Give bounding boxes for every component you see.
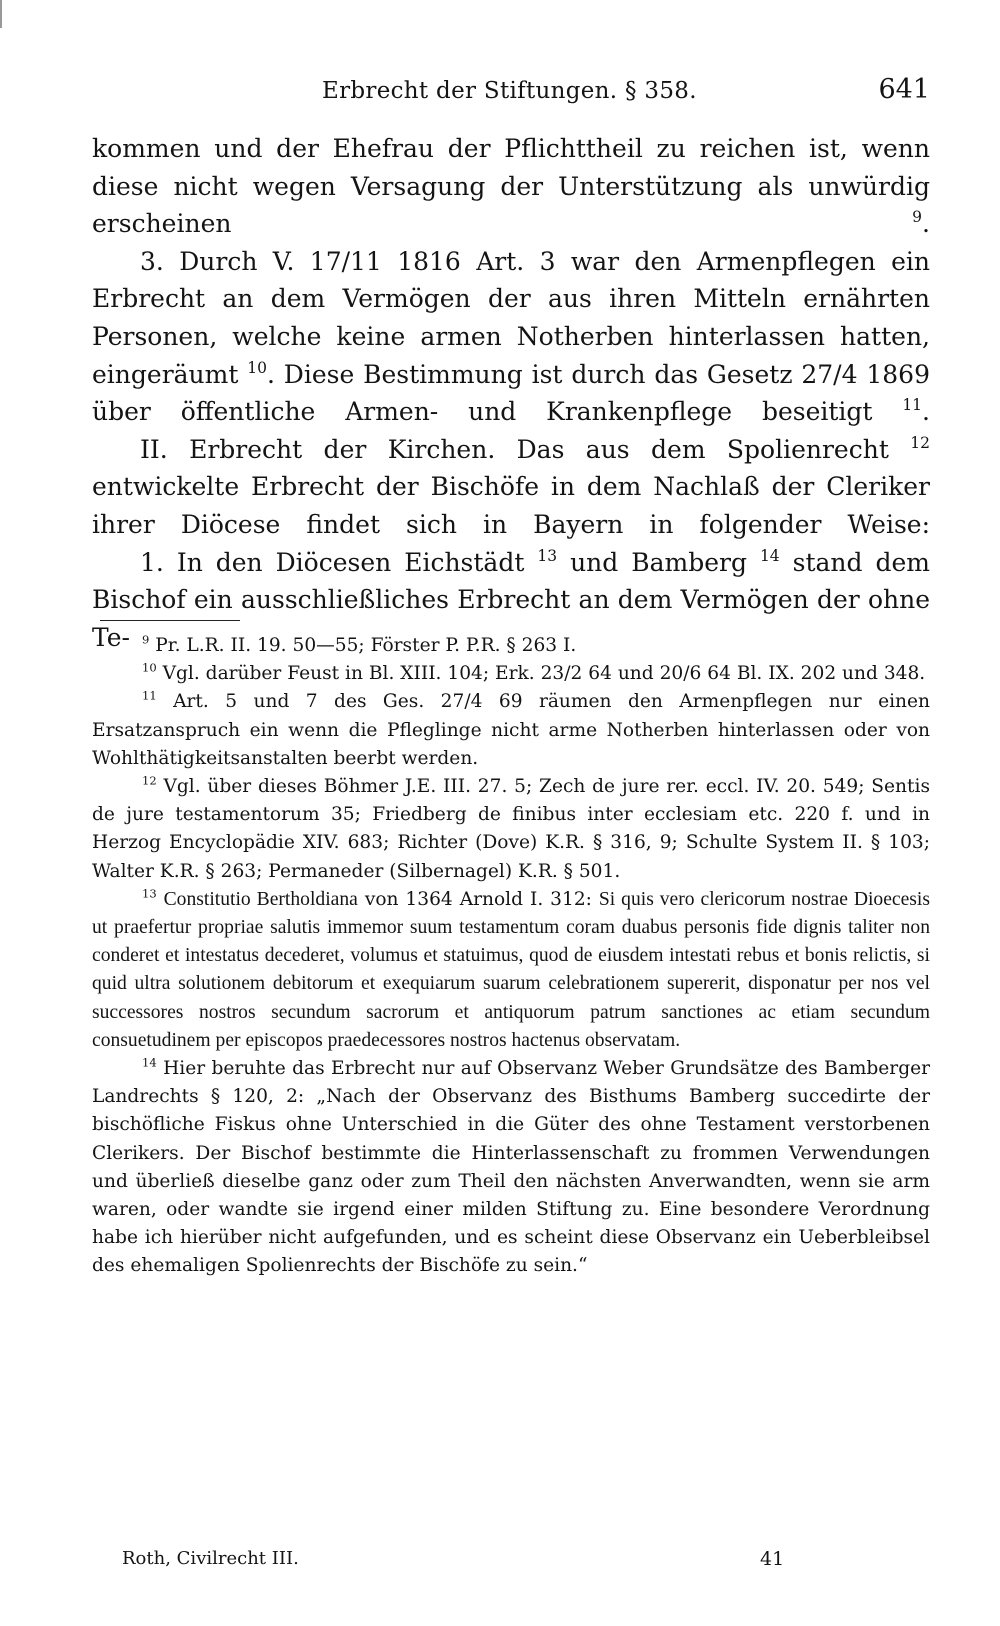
running-head: Erbrecht der Stiftungen. § 358. [322,78,697,104]
footnote-rule [100,620,240,621]
footnote-ref-13: 13 [537,546,558,565]
footnote-9: $^9$ Pr. L.R. II. 19. 50—55; Förster P. P.R. § 263 I. [142,632,577,656]
paragraph-continuation: kommen und der Ehefrau der Pflichttheil zu reichen ist, wenn diese nicht wegen Versagung der Unterstützung als unwürdig erscheinen $^9$. [92,134,930,239]
footnote-ref-12: 12 [910,433,930,452]
paragraph-kirchen: II. Erbrecht der Kirchen. Das aus dem Spolienrecht $^{12}$ entwickelte Erbrecht der Bischöfe in dem Nachlaß der Cleriker ihrer Diöcese findet sich in Bayern in folgender Weise: [92,433,930,539]
footnote-mark: 13 [142,886,157,901]
footnote-14: $^{14}$ Hier beruhte das Erbrecht nur auf Observanz Weber Grundsätze des Bamberger Landrechts § 120, 2: „Nach der Observanz des Bisthums Bamberg succedirte der bischöfliche Fiskus ohne Unterschied in die Güter des ohne Testament verstorbenen Clerikers. Der Bischof bestimmte die Hinterlassenschaft zu frommen Verwendungen und überließ dieselbe ganz oder zum Theil den nächsten Anverwandten, wenn sie arm waren, oder wandte sie irgend einer milden Stiftung zu. Eine besondere Verordnung habe ich hierüber nicht aufgefunden, und es scheint diese Observanz ein Ueberbleibsel des ehemaligen Spolienrechts der Bischöfe zu sein.“ [92,1055,930,1277]
page-footer [92,1548,930,1582]
paragraph-armenpflege: 3. Durch V. 17/11 1816 Art. 3 war den Armenpflegen ein Erbrecht an dem Vermögen der aus ihren Mitteln ernährten Personen, welche keine armen Notherben hinterlassen hatten, eingeräumt $^{10}$. Diese Bestimmung ist durch das Gesetz 27/4 1869 über öffentliche Armen- und Krankenpflege beseitigt $^{11}$. [92,246,930,427]
footnote-10: $^{10}$ Vgl. darüber Feust in Bl. XIII. 104; Erk. 23/2 64 und 20/6 64 Bl. IX. 202 und 348. [142,660,926,685]
footnote-mark: 9 [142,632,150,647]
footnotes [92,632,930,1281]
footnote-11: $^{11}$ Art. 5 und 7 des Ges. 27/4 69 räumen den Armenpflegen nur einen Ersatzanspruch ein wenn die Pfleglinge nicht arme Notherben hinterlassen oder von Wohlthätigkeitsanstalten beerbt werden. [92,688,930,769]
main-text [92,130,930,656]
footnote-mark: 12 [142,773,157,788]
footnote-ref-9: 9 [912,208,923,227]
footnote-12: $^{12}$ Vgl. über dieses Böhmer J.E. III. 27. 5; Zech de jure rer. eccl. IV. 20. 549; Sentis de jure testamentorum 35; Friedberg de finibus inter ecclesiam etc. 220 f. und in Herzog Encyclopädie XIV. 683; Richter (Dove) K.R. § 316, 9; Schulte System II. § 103; Walter K.R. § 263; Permaneder (Silbernagel) K.R. § 501. [92,773,930,882]
footnote-ref-11: 11 [902,396,923,415]
footnote-mark: 11 [142,688,157,703]
page-header [92,74,930,114]
printer-signature: Roth, Civilrecht III. [122,1548,299,1569]
footnote-ref-10: 10 [247,358,267,377]
footnote-mark: 10 [142,660,157,675]
footnote-mark: 14 [142,1055,157,1070]
paragraph-dioecesen: 1. In den Diöcesen Eichstädt $^{13}$ und Bamberg $^{14}$ stand dem Bischof ein ausschließliches Erbrecht an dem Vermögen der ohne Te- [92,546,930,652]
footnote-13: $^{13}$ Constitutio Bertholdiana von 1364 Arnold I. 312: Si quis vero clericorum nostrae Dioecesis ut praefertur propriae salutis immemor suum testamentum coram duabus personis fide dignis taliter non conderet et intestatus decederet, volumus et statuimus, quod de eiusdem intestati rebus et bonis relictis, si quid ultra solutionem debitorum et exequiarum suarum celebrationem supererit, disponatur per nos vel successores nostros secundum sacrorum et antiquorum patrum sanctiones ac etiam secundum consuetudinem per episcopos praedecessores nostros hactenus observatam. [92,886,930,1051]
page-number: 641 [878,74,930,105]
scan-edge-mark [0,0,2,28]
sheet-number: 41 [760,1548,785,1570]
footnote-ref-14: 14 [759,546,780,565]
